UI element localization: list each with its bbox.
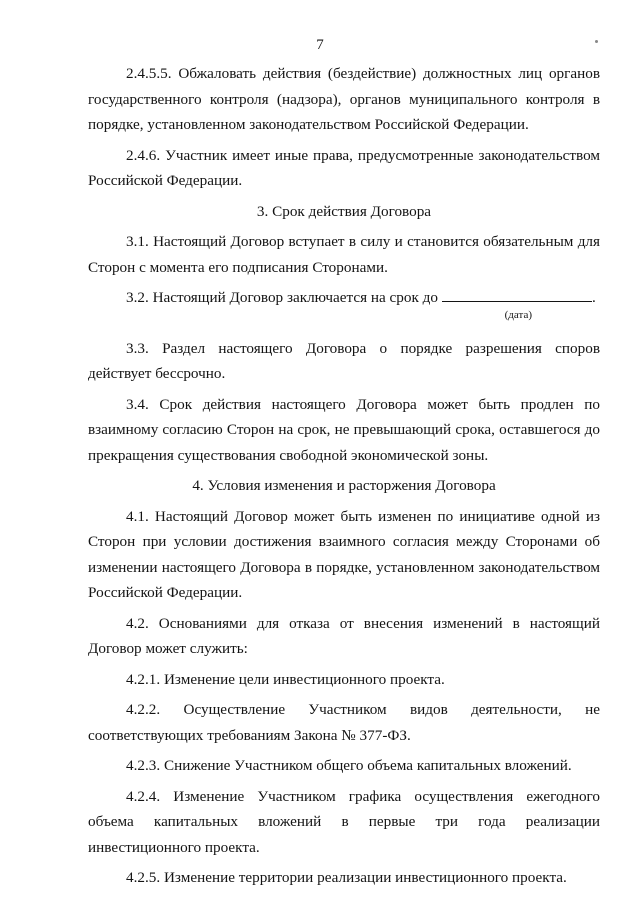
clause-2-4-6: 2.4.6. Участник имеет иные права, предусмотренные законодательством Российской Федерации. xyxy=(88,146,600,189)
clause-4-2-1: 4.2.1. Изменение цели инвестиционного проекта. xyxy=(126,670,445,688)
clause-4-2-4: 4.2.4. Изменение Участником графика осуществления ежегодного объема капитальных вложений в первые три года реализации инвестиционного проекта. xyxy=(88,787,600,856)
page-number: 7 xyxy=(316,37,324,53)
clause-3-2-text: 3.2. Настоящий Договор заключается на срок до xyxy=(126,289,438,306)
clause-3-2 xyxy=(88,285,600,311)
clause-4-2-2: 4.2.2. Осуществление Участником видов деятельности, не соответствующих требованиям Закона № 377-ФЗ. xyxy=(88,701,600,744)
clause-3-3: 3.3. Раздел настоящего Договора о порядке разрешения споров действует бессрочно. xyxy=(88,339,600,382)
clause-3-4: 3.4. Срок действия настоящего Договора может быть продлен по взаимному согласию Сторон на срок, не превышающий срока, оставшегося до прекращения существования свободной экономической зоны. xyxy=(88,395,600,464)
date-caption: (дата) xyxy=(504,308,532,321)
clause-4-2-5: 4.2.5. Изменение территории реализации инвестиционного проекта. xyxy=(126,869,567,886)
scan-speck xyxy=(595,40,598,43)
clause-4-2-3: 4.2.3. Снижение Участником общего объема капитальных вложений. xyxy=(126,757,572,774)
clause-3-2-period: . xyxy=(591,289,596,306)
clause-4-1: 4.1. Настоящий Договор может быть изменен по инициативе одной из Сторон при условии достижения взаимного согласия между Сторонами об изменении настоящего Договора в порядке, установленном законодательством Российской Федерации. xyxy=(88,507,600,601)
section-4-heading: 4. Условия изменения и расторжения Договора xyxy=(192,477,496,494)
clause-4-2: 4.2. Основаниями для отказа от внесения изменений в настоящий Договор может служить: xyxy=(88,614,600,657)
section-3-heading: 3. Срок действия Договора xyxy=(256,202,432,220)
clause-2-4-5-5: 2.4.5.5. Обжаловать действия (бездействие) должностных лиц органов государственного контроля (надзора), органов муниципального контроля в порядке, установленном законодательством Российской Федерации. xyxy=(88,65,600,133)
term-date-blank xyxy=(442,286,592,302)
clause-3-1: 3.1. Настоящий Договор вступает в силу и становится обязательным для Сторон с момента его подписания Сторонами. xyxy=(88,233,600,276)
document-body xyxy=(88,61,600,896)
